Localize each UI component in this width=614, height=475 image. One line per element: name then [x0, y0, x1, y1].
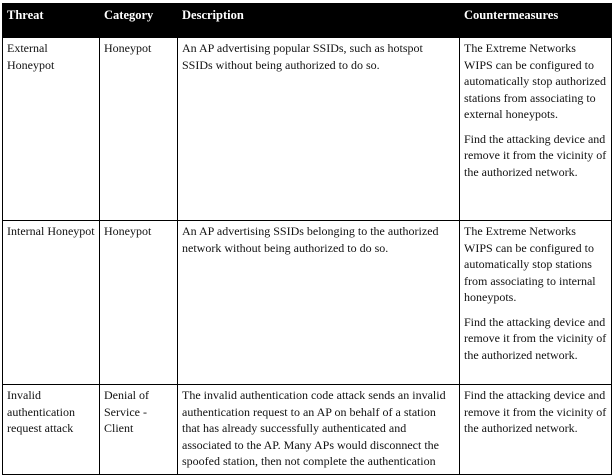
- description-cell: The invalid authentication code attack sends an invalid authentication request to an AP on behalf of a station that has already successfully authenticated and associated to the AP. Many APs would disconnect the spoofed station, then not complete the authentication: [178, 385, 460, 475]
- header-threat: Threat: [3, 4, 100, 38]
- description-cell: An AP advertising popular SSIDs, such as hotspot SSIDs without being authorized to do so.: [178, 38, 460, 221]
- countermeasures-cell: [460, 385, 612, 475]
- category-cell: Honeypot: [100, 221, 178, 385]
- countermeasure-paragraph: The Extreme Networks WIPS can be configured to automatically stop stations from associating to internal honeypots.: [464, 224, 596, 304]
- table-row: [3, 221, 612, 385]
- threat-cell: Internal Honeypot: [3, 221, 100, 385]
- countermeasures-cell: [460, 38, 612, 221]
- countermeasure-paragraph: Find the attacking device and remove it from the vicinity of the authorized network.: [464, 131, 607, 179]
- category-cell: Honeypot: [100, 38, 178, 221]
- countermeasure-paragraph: Find the attacking device and remove it from the vicinity of the authorized network.: [464, 388, 607, 435]
- header-description: Description: [178, 4, 460, 38]
- header-countermeasures: Countermeasures: [460, 4, 612, 38]
- table-row: [3, 38, 612, 221]
- countermeasures-cell: [460, 221, 612, 385]
- header-category: Category: [100, 4, 178, 38]
- category-cell: Denial of Service - Client: [100, 385, 178, 475]
- description-cell: An AP advertising SSIDs belonging to the authorized network without being authorized to do so.: [178, 221, 460, 385]
- header-row: [3, 4, 612, 38]
- threat-cell: Invalid authentication request attack: [3, 385, 100, 475]
- table-row: [3, 385, 612, 475]
- threats-table: [2, 3, 612, 475]
- countermeasure-paragraph: Find the attacking device and remove it from the vicinity of the authorized network.: [464, 314, 607, 362]
- countermeasure-paragraph: The Extreme Networks WIPS can be configured to automatically stop authorized stations from associating to external honeypots.: [464, 41, 606, 121]
- threat-cell: External Honeypot: [3, 38, 100, 221]
